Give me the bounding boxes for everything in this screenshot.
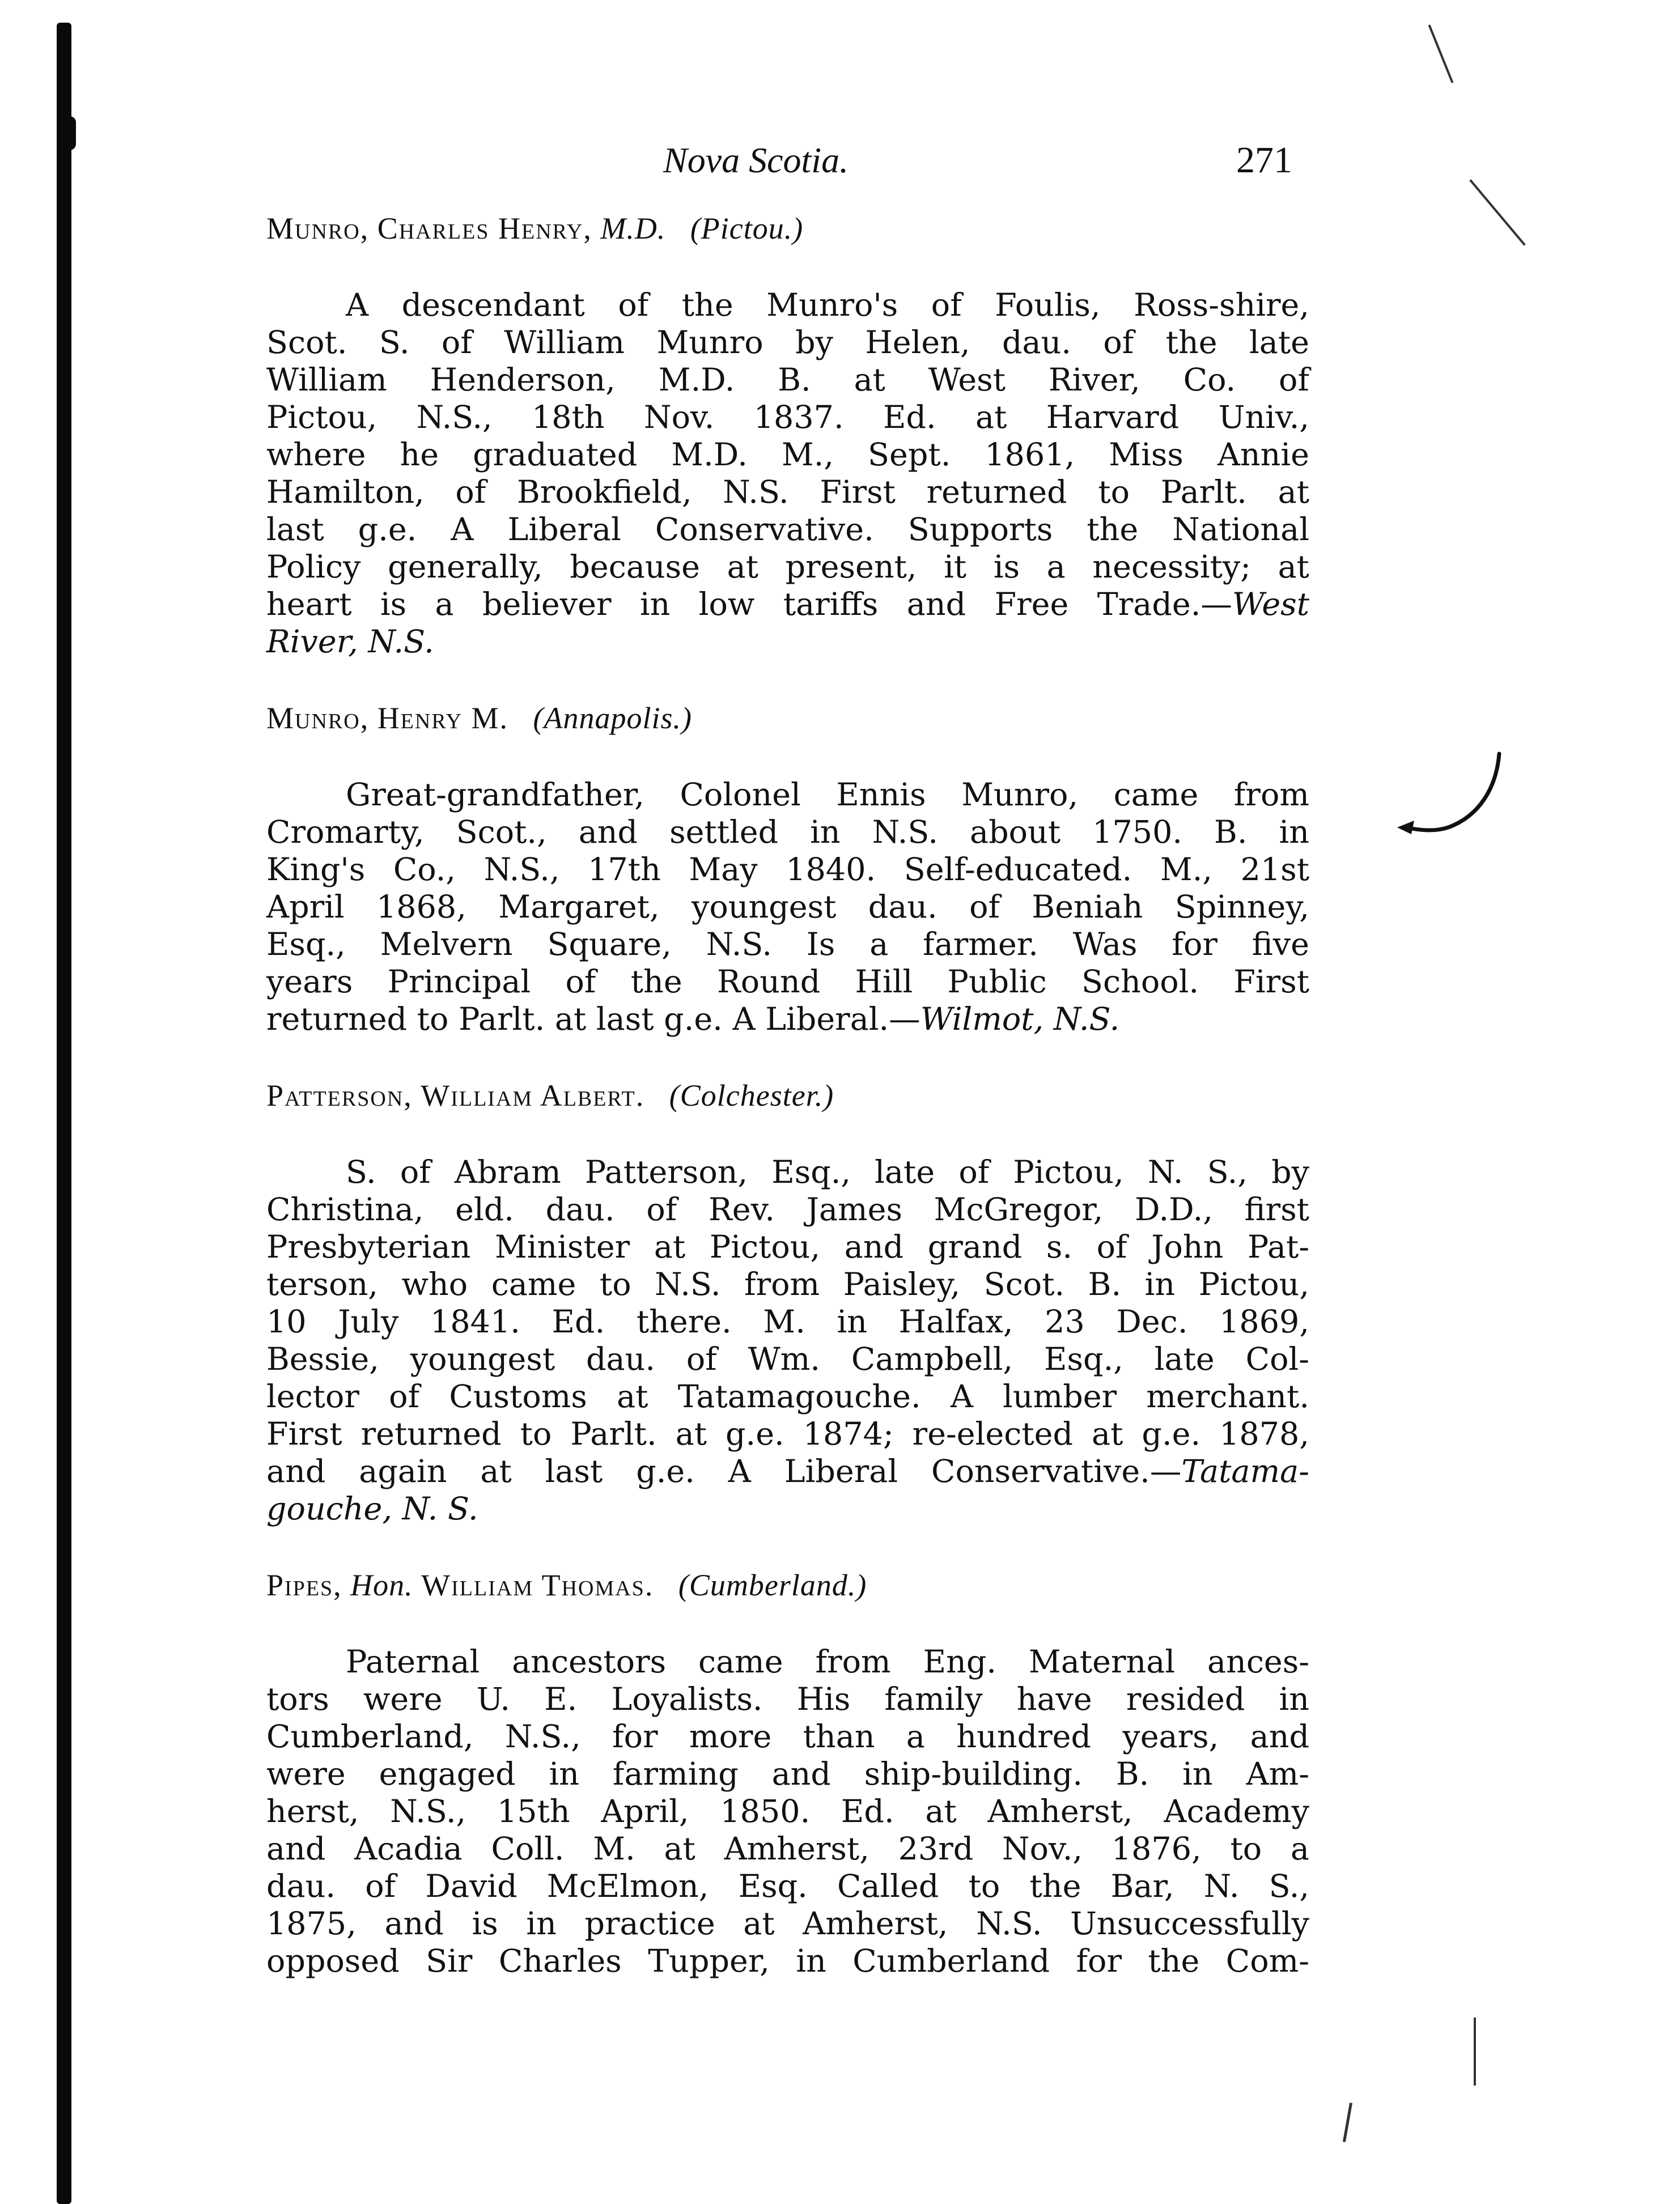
- entry-constituency: (Annapolis.): [533, 701, 693, 735]
- bio-line: dau. of David McElmon, Esq. Called to the Bar, N. S.,: [266, 1868, 1309, 1905]
- entry-pipes-william-thomas: [266, 1566, 1309, 1980]
- page-binding-edge: [57, 23, 71, 2204]
- bio-line: [266, 1453, 1309, 1490]
- entry-address: Tatama-: [1181, 1453, 1309, 1490]
- entry-heading: [266, 210, 1309, 247]
- entry-surname: Pipes,: [266, 1568, 342, 1602]
- entry-address: West: [1232, 586, 1309, 623]
- entry-biography: [266, 1644, 1309, 1980]
- bio-line-text: heart is a believer in low tariffs and Free Trade.—: [266, 586, 1232, 623]
- bio-line: lector of Customs at Tatamagouche. A lumber merchant.: [266, 1378, 1309, 1415]
- handwritten-check-mark: [1394, 748, 1519, 850]
- bio-line: Esq., Melvern Square, N.S. Is a farmer. Was for five: [266, 926, 1309, 963]
- entry-munro-henry-m: [266, 699, 1309, 1038]
- bio-line: opposed Sir Charles Tupper, in Cumberland for the Com-: [266, 1943, 1309, 1980]
- entry-address-continued: gouche, N. S.: [266, 1490, 478, 1527]
- entry-given-name: William Thomas.: [421, 1568, 654, 1602]
- bio-line: [266, 1001, 1309, 1038]
- entry-surname: Patterson,: [266, 1078, 413, 1112]
- entry-constituency: (Pictou.): [690, 211, 804, 245]
- page-header: [663, 135, 1292, 186]
- bio-line: Christina, eld. dau. of Rev. James McGregor, D.D., first: [266, 1191, 1309, 1228]
- bio-line: where he graduated M.D. M., Sept. 1861, Miss Annie: [266, 436, 1309, 473]
- bio-line: Hamilton, of Brookfield, N.S. First returned to Parlt. at: [266, 474, 1309, 511]
- bio-line: First returned to Parlt. at g.e. 1874; re-elected at g.e. 1878,: [266, 1416, 1309, 1453]
- entry-surname: Munro,: [266, 701, 370, 735]
- page-number: 271: [1236, 139, 1292, 181]
- bio-line-text: and again at last g.e. A Liberal Conservative.—: [266, 1453, 1182, 1490]
- bio-line: 1875, and is in practice at Amherst, N.S. Unsuccessfully: [266, 1905, 1309, 1942]
- entry-patterson-william-albert: [266, 1077, 1309, 1528]
- entry-address-continued: River, N.S.: [266, 623, 434, 660]
- running-head: Nova Scotia.: [663, 140, 849, 180]
- bio-line: terson, who came to N.S. from Paisley, Scot. B. in Pictou,: [266, 1266, 1309, 1303]
- bio-line-text: returned to Parlt. at last g.e. A Liberal.—: [266, 1001, 920, 1038]
- entry-constituency: (Colchester.): [669, 1078, 834, 1112]
- bio-line: tors were U. E. Loyalists. His family have resided in: [266, 1681, 1309, 1718]
- bio-line: A descendant of the Munro's of Foulis, Ross-shire,: [346, 287, 1309, 324]
- bio-line: Cromarty, Scot., and settled in N.S. about 1750. B. in: [266, 814, 1309, 851]
- entry-biography: [266, 776, 1309, 1038]
- entry-biography: [266, 1154, 1309, 1528]
- entry-given-name: William Albert.: [421, 1078, 645, 1112]
- bio-line: herst, N.S., 15th April, 1850. Ed. at Amherst, Academy: [266, 1793, 1309, 1830]
- scan-mark: [1428, 24, 1454, 83]
- entry-heading: [266, 1566, 1309, 1604]
- entry-biography: [266, 287, 1309, 661]
- page-content: [266, 210, 1309, 2019]
- entry-munro-charles-henry: [266, 210, 1309, 661]
- bio-line: [266, 586, 1309, 623]
- scan-mark: [1474, 2018, 1476, 2086]
- bio-line: 10 July 1841. Ed. there. M. in Halfax, 23 Dec. 1869,: [266, 1303, 1309, 1340]
- entry-surname: Munro,: [266, 211, 370, 245]
- bio-line: Pictou, N.S., 18th Nov. 1837. Ed. at Harvard Univ.,: [266, 399, 1309, 436]
- entry-honorific: Hon.: [350, 1568, 413, 1602]
- bio-line: Presbyterian Minister at Pictou, and grand s. of John Pat-: [266, 1229, 1309, 1266]
- bio-line: years Principal of the Round Hill Public School. First: [266, 963, 1309, 1000]
- bio-line: and Acadia Coll. M. at Amherst, 23rd Nov., 1876, to a: [266, 1831, 1309, 1867]
- entry-constituency: (Cumberland.): [678, 1568, 867, 1602]
- bio-line: Policy generally, because at present, it is a necessity; at: [266, 549, 1309, 585]
- bio-line: Paternal ancestors came from Eng. Maternal ances-: [346, 1644, 1309, 1680]
- entry-heading: [266, 1077, 1309, 1114]
- binding-notch: [63, 116, 76, 150]
- entry-given-name: Henry M.: [377, 701, 509, 735]
- entry-given-name: Charles Henry,: [377, 211, 592, 245]
- bio-line: King's Co., N.S., 17th May 1840. Self-educated. M., 21st: [266, 851, 1309, 888]
- bio-line: April 1868, Margaret, youngest dau. of Beniah Spinney,: [266, 889, 1309, 925]
- bio-line: Bessie, youngest dau. of Wm. Campbell, Esq., late Col-: [266, 1341, 1309, 1378]
- bio-line: Scot. S. of William Munro by Helen, dau. of the late: [266, 324, 1309, 361]
- scan-mark: [1343, 2103, 1352, 2142]
- entry-title: M.D.: [600, 211, 666, 245]
- bio-line: William Henderson, M.D. B. at West River, Co. of: [266, 362, 1309, 398]
- entry-address: Wilmot, N.S.: [920, 1001, 1120, 1038]
- bio-line: Great-grandfather, Colonel Ennis Munro, came from: [346, 776, 1309, 813]
- bio-line: last g.e. A Liberal Conservative. Supports the National: [266, 511, 1309, 548]
- bio-line: were engaged in farming and ship-building. B. in Am-: [266, 1756, 1309, 1793]
- scan-mark: [1469, 179, 1525, 245]
- bio-line: S. of Abram Patterson, Esq., late of Pictou, N. S., by: [346, 1154, 1309, 1191]
- entry-heading: [266, 699, 1309, 737]
- bio-line: Cumberland, N.S., for more than a hundred years, and: [266, 1718, 1309, 1755]
